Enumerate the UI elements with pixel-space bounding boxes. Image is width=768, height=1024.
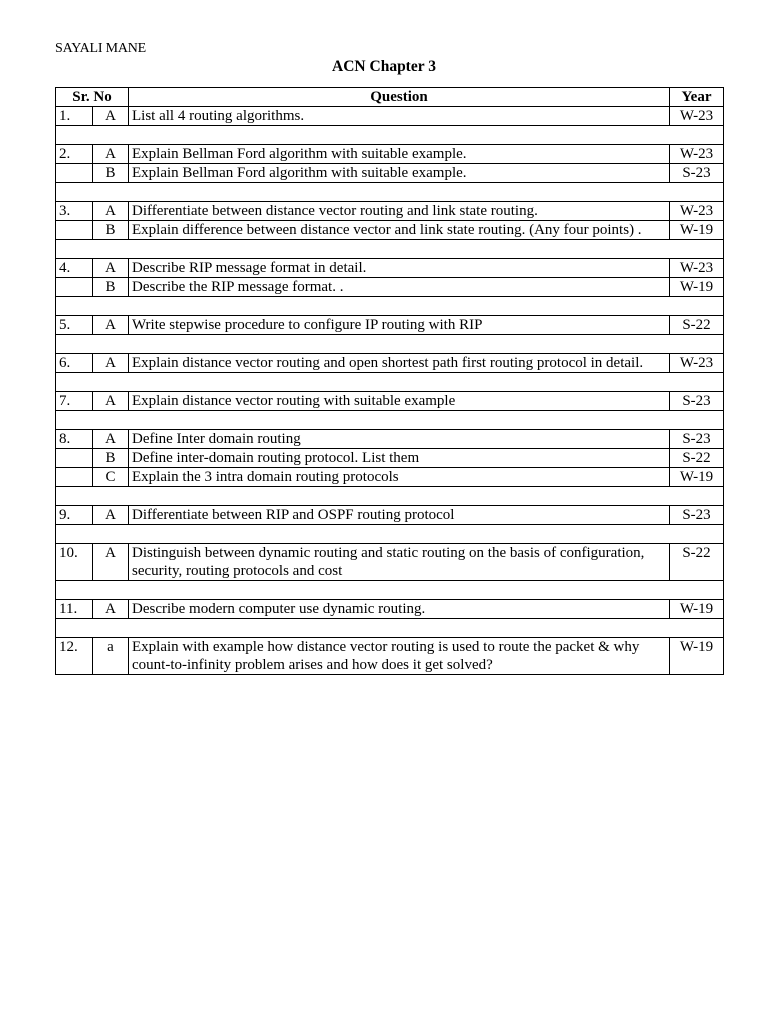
header-srno: Sr. No xyxy=(56,88,129,107)
year-code: W-23 xyxy=(670,354,724,373)
year-code: S-23 xyxy=(670,430,724,449)
sub-label: A xyxy=(93,544,129,581)
spacer-cell xyxy=(56,126,724,145)
spacer-row xyxy=(56,619,724,638)
sub-label: B xyxy=(93,164,129,183)
spacer-cell xyxy=(56,373,724,392)
row-number xyxy=(56,221,93,240)
row-number xyxy=(56,278,93,297)
table-row xyxy=(56,544,724,581)
author-name: SAYALI MANE xyxy=(55,41,147,56)
row-number: 10. xyxy=(56,544,93,581)
row-number xyxy=(56,468,93,487)
spacer-cell xyxy=(56,581,724,600)
sub-label: A xyxy=(93,202,129,221)
table-row xyxy=(56,221,724,240)
year-code: S-22 xyxy=(670,449,724,468)
question-text: Describe the RIP message format. . xyxy=(129,278,670,297)
question-text: Differentiate between distance vector routing and link state routing. xyxy=(129,202,670,221)
question-text: Define inter-domain routing protocol. List them xyxy=(129,449,670,468)
table-row xyxy=(56,259,724,278)
row-number: 1. xyxy=(56,107,93,126)
sub-label: A xyxy=(93,506,129,525)
year-code: W-19 xyxy=(670,278,724,297)
question-text: Distinguish between dynamic routing and static routing on the basis of configuration, security, routing protocols and cost xyxy=(129,544,670,581)
header-row xyxy=(56,88,724,107)
year-code: S-22 xyxy=(670,544,724,581)
questions-body xyxy=(56,107,724,675)
question-text: Define Inter domain routing xyxy=(129,430,670,449)
question-text: Explain difference between distance vector and link state routing. (Any four points) . xyxy=(129,221,670,240)
sub-label: B xyxy=(93,278,129,297)
year-code: W-23 xyxy=(670,202,724,221)
question-text: List all 4 routing algorithms. xyxy=(129,107,670,126)
row-number: 9. xyxy=(56,506,93,525)
spacer-cell xyxy=(56,411,724,430)
year-code: W-23 xyxy=(670,259,724,278)
spacer-row xyxy=(56,487,724,506)
questions-table xyxy=(55,87,724,675)
spacer-row xyxy=(56,525,724,544)
year-code: W-23 xyxy=(670,145,724,164)
spacer-cell xyxy=(56,525,724,544)
table-row xyxy=(56,354,724,373)
sub-label: B xyxy=(93,449,129,468)
sub-label: A xyxy=(93,600,129,619)
table-row xyxy=(56,638,724,675)
sub-label: A xyxy=(93,354,129,373)
question-text: Describe modern computer use dynamic routing. xyxy=(129,600,670,619)
row-number: 12. xyxy=(56,638,93,675)
question-text: Explain distance vector routing and open shortest path first routing protocol in detail. xyxy=(129,354,670,373)
spacer-row xyxy=(56,335,724,354)
row-number xyxy=(56,449,93,468)
question-text: Write stepwise procedure to configure IP routing with RIP xyxy=(129,316,670,335)
question-text: Explain Bellman Ford algorithm with suitable example. xyxy=(129,145,670,164)
row-number: 6. xyxy=(56,354,93,373)
table-row xyxy=(56,278,724,297)
question-text: Explain with example how distance vector routing is used to route the packet & why count-to-infinity problem arises and how does it get solved? xyxy=(129,638,670,675)
spacer-row xyxy=(56,183,724,202)
row-number: 8. xyxy=(56,430,93,449)
table-row xyxy=(56,316,724,335)
sub-label: A xyxy=(93,259,129,278)
table-row xyxy=(56,600,724,619)
spacer-cell xyxy=(56,240,724,259)
sub-label: A xyxy=(93,392,129,411)
header-year: Year xyxy=(670,88,724,107)
row-number: 5. xyxy=(56,316,93,335)
row-number: 7. xyxy=(56,392,93,411)
row-number: 11. xyxy=(56,600,93,619)
spacer-cell xyxy=(56,297,724,316)
year-code: W-23 xyxy=(670,107,724,126)
spacer-cell xyxy=(56,619,724,638)
question-text: Explain Bellman Ford algorithm with suitable example. xyxy=(129,164,670,183)
table-row xyxy=(56,145,724,164)
year-code: W-19 xyxy=(670,468,724,487)
table-row xyxy=(56,449,724,468)
sub-label: a xyxy=(93,638,129,675)
spacer-row xyxy=(56,126,724,145)
spacer-cell xyxy=(56,487,724,506)
table-row xyxy=(56,202,724,221)
table-row xyxy=(56,392,724,411)
sub-label: A xyxy=(93,107,129,126)
spacer-row xyxy=(56,581,724,600)
sub-label: A xyxy=(93,430,129,449)
sub-label: B xyxy=(93,221,129,240)
spacer-row xyxy=(56,411,724,430)
spacer-row xyxy=(56,240,724,259)
spacer-cell xyxy=(56,335,724,354)
row-number: 2. xyxy=(56,145,93,164)
question-text: Explain the 3 intra domain routing protocols xyxy=(129,468,670,487)
row-number xyxy=(56,164,93,183)
question-text: Describe RIP message format in detail. xyxy=(129,259,670,278)
spacer-row xyxy=(56,373,724,392)
sub-label: C xyxy=(93,468,129,487)
table-row xyxy=(56,164,724,183)
spacer-row xyxy=(56,297,724,316)
year-code: S-22 xyxy=(670,316,724,335)
sub-label: A xyxy=(93,145,129,164)
sub-label: A xyxy=(93,316,129,335)
header-question: Question xyxy=(129,88,670,107)
question-text: Explain distance vector routing with suitable example xyxy=(129,392,670,411)
table-row xyxy=(56,430,724,449)
row-number: 3. xyxy=(56,202,93,221)
year-code: W-19 xyxy=(670,600,724,619)
year-code: W-19 xyxy=(670,638,724,675)
table-row xyxy=(56,468,724,487)
year-code: S-23 xyxy=(670,392,724,411)
table-row xyxy=(56,506,724,525)
page-title: ACN Chapter 3 xyxy=(332,58,436,75)
spacer-cell xyxy=(56,183,724,202)
question-text: Differentiate between RIP and OSPF routing protocol xyxy=(129,506,670,525)
year-code: W-19 xyxy=(670,221,724,240)
year-code: S-23 xyxy=(670,506,724,525)
year-code: S-23 xyxy=(670,164,724,183)
table-row xyxy=(56,107,724,126)
row-number: 4. xyxy=(56,259,93,278)
